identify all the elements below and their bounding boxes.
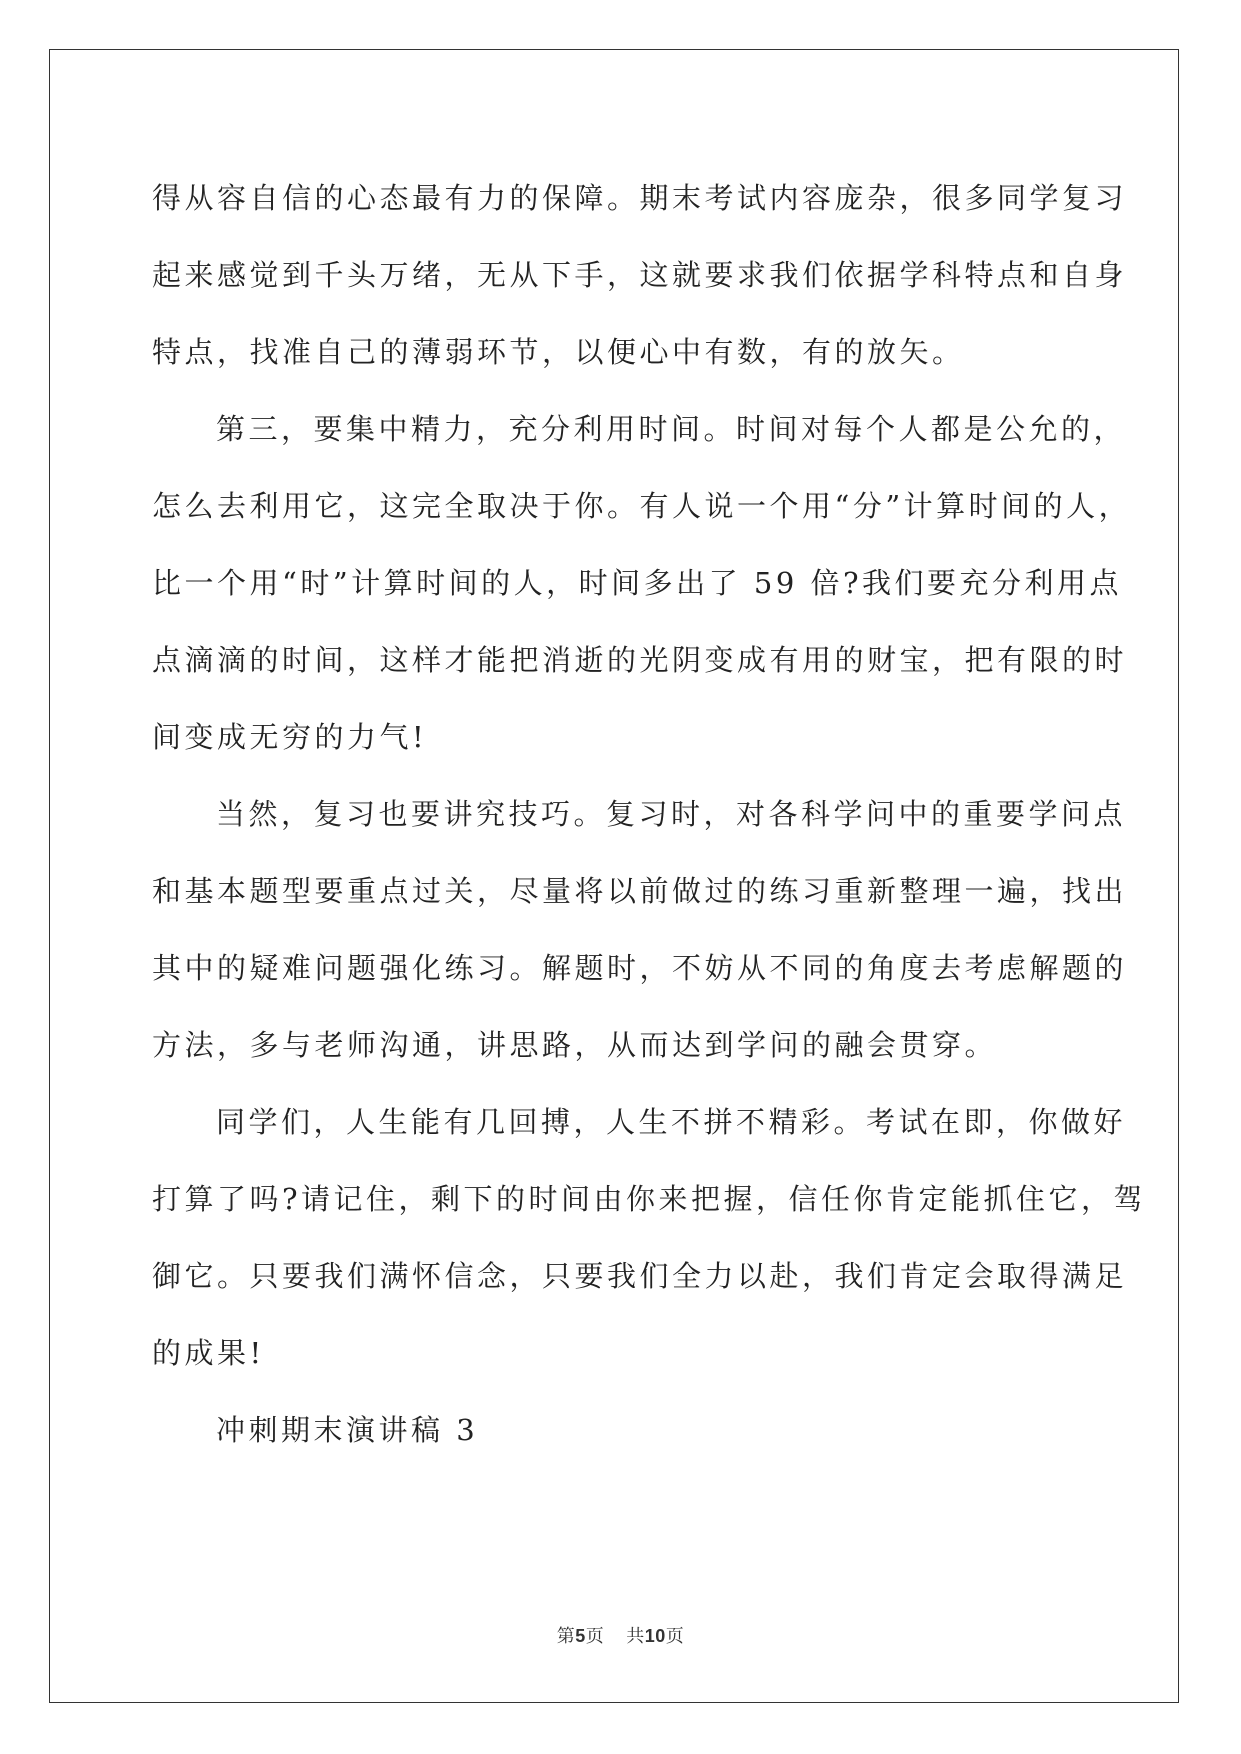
text-line: 特点，找准自己的薄弱环节，以便心中有数，有的放矢。: [152, 335, 965, 369]
text-line: 其中的疑难问题强化练习。解题时，不妨从不同的角度去考虑解题的: [152, 951, 1128, 985]
text-line: 当然，复习也要讲究技巧。复习时，对各科学问中的重要学问点: [216, 797, 1127, 831]
text-line: 方法，多与老师沟通，讲思路，从而达到学问的融会贯穿。: [152, 1028, 998, 1062]
page-current: 5: [575, 1626, 586, 1646]
paragraph-2: [152, 391, 1132, 776]
text-line: 打算了吗?请记住，剩下的时间由你来把握，信任你肯定能抓住它，驾: [152, 1182, 1147, 1216]
text-line: 间变成无穷的力气!: [152, 720, 428, 754]
page-footer: [0, 1622, 1241, 1648]
paragraph-1: [152, 160, 1128, 391]
text-line: 比一个用“时”计算时间的人，时间多出了 59 倍?我们要充分利用点: [152, 566, 1123, 600]
section-title: 冲刺期末演讲稿 3: [216, 1413, 479, 1447]
section-heading: [152, 1392, 1112, 1469]
text-line: 得从容自信的心态最有力的保障。期末考试内容庞杂，很多同学复习: [152, 181, 1128, 215]
total-prefix: 共: [626, 1626, 645, 1647]
text-line: 第三，要集中精力，充分利用时间。时间对每个人都是公允的，: [216, 412, 1127, 446]
page-prefix: 第: [556, 1626, 576, 1647]
paragraph-4: [152, 1084, 1147, 1392]
text-line: 和基本题型要重点过关，尽量将以前做过的练习重新整理一遍，找出: [152, 874, 1128, 908]
total-suffix: 页: [665, 1626, 685, 1647]
text-line: 同学们，人生能有几回搏，人生不拼不精彩。考试在即，你做好: [216, 1105, 1127, 1139]
page-suffix: 页: [585, 1626, 605, 1647]
text-line: 怎么去利用它，这完全取决于你。有人说一个用“分”计算时间的人，: [152, 489, 1132, 523]
text-line: 起来感觉到千头万绪，无从下手，这就要求我们依据学科特点和自身: [152, 258, 1128, 292]
page-total: 10: [644, 1626, 666, 1646]
text-line: 点滴滴的时间，这样才能把消逝的光阴变成有用的财宝，把有限的时: [152, 643, 1128, 677]
document-body: [152, 160, 1147, 1469]
text-line: 的成果!: [152, 1336, 265, 1370]
text-line: 御它。只要我们满怀信念，只要我们全力以赴，我们肯定会取得满足: [152, 1259, 1128, 1293]
paragraph-3: [152, 776, 1128, 1084]
